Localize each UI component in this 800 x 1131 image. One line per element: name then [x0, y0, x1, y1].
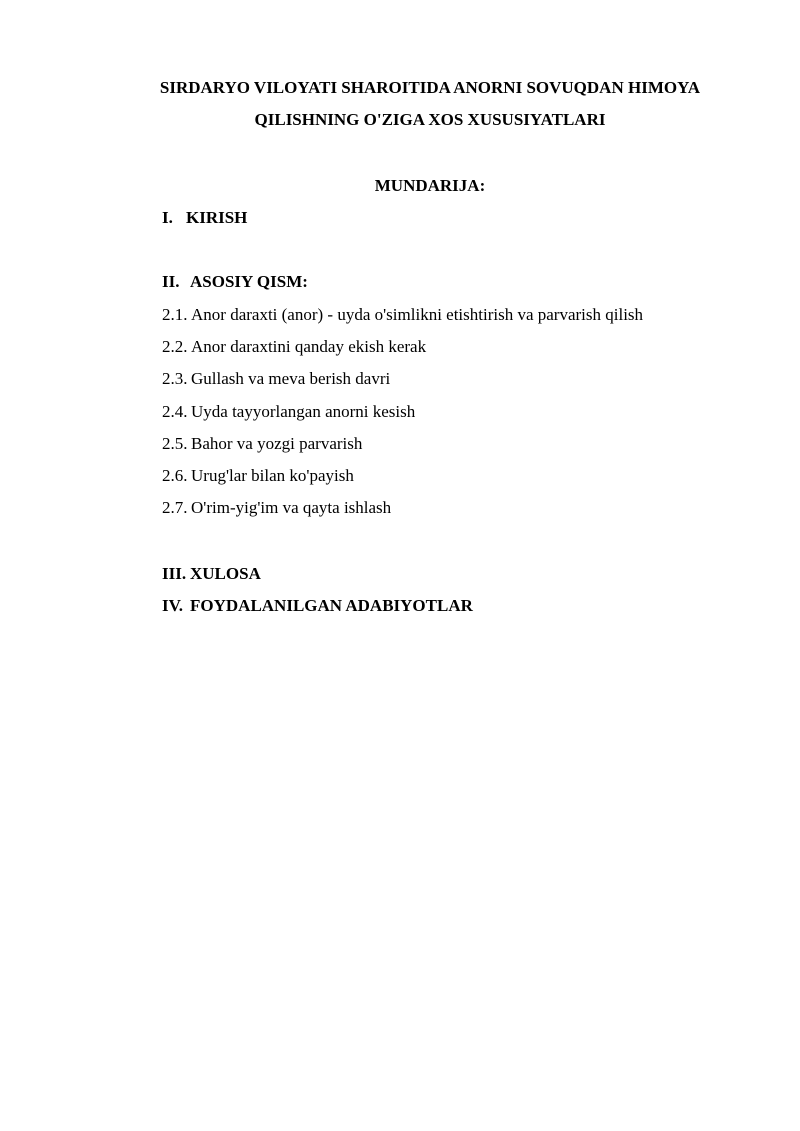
toc-subsection-2-6 — [162, 466, 354, 486]
toc-section-number: IV. — [162, 596, 183, 615]
toc-subsection-2-5 — [162, 434, 362, 454]
toc-section-intro — [162, 208, 247, 228]
document-title-line-2: QILISHNING O'ZIGA XOS XUSUSIYATLARI — [254, 110, 606, 129]
toc-section-main — [162, 272, 308, 292]
toc-subsection-label: O'rim-yig'im va qayta ishlash — [191, 498, 392, 517]
toc-subsection-label: Bahor va yozgi parvarish — [191, 434, 363, 453]
toc-section-references — [162, 596, 473, 616]
toc-subsection-2-2 — [162, 337, 426, 357]
toc-subsection-2-7 — [162, 498, 391, 518]
toc-subsection-number: 2.1. — [162, 305, 188, 324]
toc-section-label: FOYDALANILGAN ADABIYOTLAR — [190, 596, 473, 615]
toc-subsection-label: Gullash va meva berish davri — [191, 369, 391, 388]
toc-section-number: I. — [162, 208, 173, 227]
document-title-line-1: SIRDARYO VILOYATI SHAROITIDA ANORNI SOVUQDAN HIMOYA — [159, 78, 701, 97]
toc-subsection-number: 2.2. — [162, 337, 188, 356]
toc-subsection-2-1 — [162, 305, 643, 325]
toc-subsection-number: 2.7. — [162, 498, 188, 517]
toc-section-label: ASOSIY QISM: — [190, 272, 308, 291]
toc-subsection-label: Anor daraxtini qanday ekish kerak — [191, 337, 427, 356]
toc-subsection-label: Urug'lar bilan ko'payish — [191, 466, 354, 485]
toc-subsection-number: 2.6. — [162, 466, 188, 485]
toc-subsection-2-4 — [162, 402, 415, 422]
toc-subsection-number: 2.4. — [162, 402, 188, 421]
toc-section-number: III. — [162, 564, 187, 583]
toc-section-conclusion — [162, 564, 261, 584]
toc-subsection-label: Anor daraxti (anor) - uyda o'simlikni etishtirish va parvarish qilish — [191, 305, 644, 324]
toc-section-label: XULOSA — [190, 564, 261, 583]
toc-subsection-label: Uyda tayyorlangan anorni kesish — [191, 402, 416, 421]
toc-section-number: II. — [162, 272, 180, 291]
toc-subsection-2-3 — [162, 369, 390, 389]
toc-section-label: KIRISH — [186, 208, 248, 227]
toc-heading: MUNDARIJA: — [374, 176, 486, 195]
toc-subsection-number: 2.3. — [162, 369, 188, 388]
toc-subsection-number: 2.5. — [162, 434, 188, 453]
